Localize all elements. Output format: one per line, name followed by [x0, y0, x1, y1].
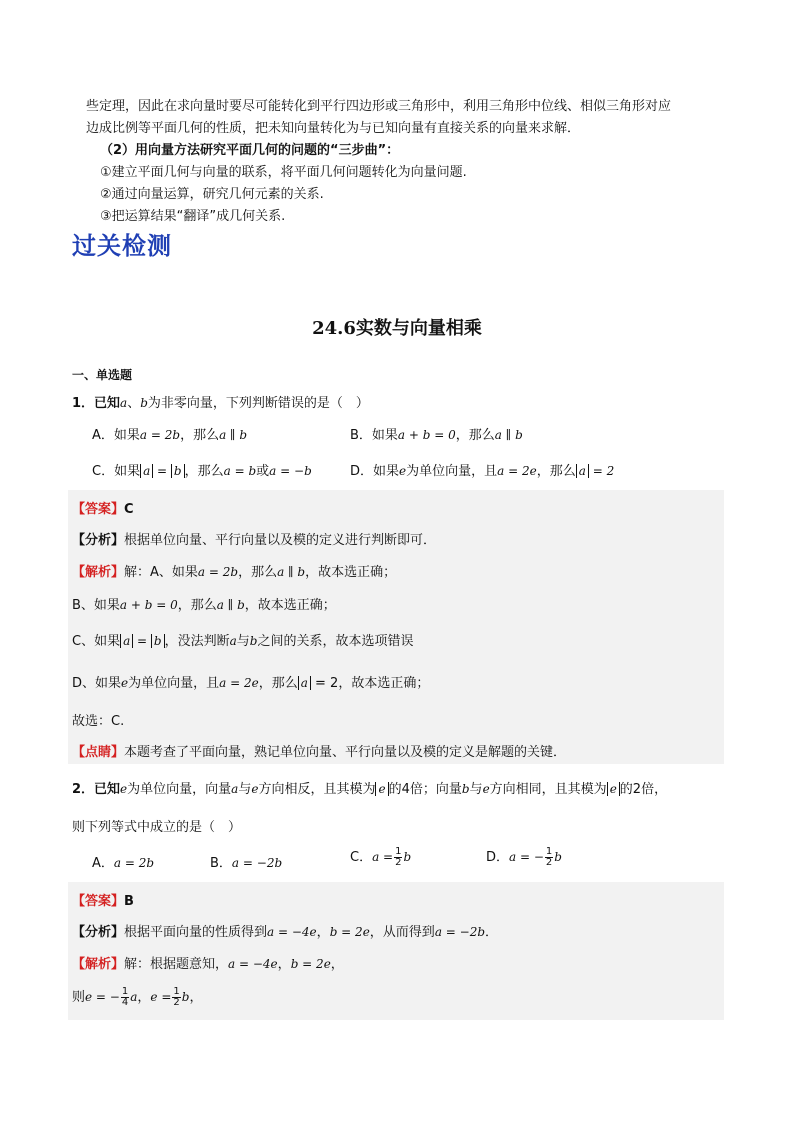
section-title: 过关检测	[72, 232, 172, 260]
answer-2-key: 【答案】B	[72, 894, 134, 909]
answer-2-analysis: 【分析】根据平面向量的性质得到a = −4e，b = 2e，从而得到a = −2b．	[72, 925, 499, 940]
intro-step: ②通过向量运算，研究几何元素的关系.	[100, 187, 324, 202]
answer-1-solution-d: D、如果e为单位向量，且a = 2e，那么 a = 2，故本选正确；	[72, 676, 430, 691]
fraction: $\frac{1}{2}$	[545, 846, 553, 868]
page-title: 24.6实数与向量相乘	[312, 318, 482, 339]
fraction: $\frac{1}{2}$	[173, 986, 180, 1008]
answer-1-solution-b: B、如果a + b = 0，那么a ∥ b，故本选正确；	[72, 598, 336, 613]
answer-1-analysis: 【分析】根据单位向量、平行向量以及模的定义进行判断即可．	[72, 533, 437, 548]
fraction: $\frac{1}{2}$	[395, 846, 402, 868]
intro-line: 边成比例等平面几何的性质，把未知向量转化为与已知向量有直接关系的向量来求解．	[86, 121, 581, 136]
question-2-option-b: B．a = −2b	[210, 856, 283, 871]
question-2-stem: 2．已知e为单位向量，向量a与e方向相反，且其模为 e 的4倍；向量b与e方向相同，且其模为 e 的2倍，	[72, 782, 668, 797]
answer-2-solution: 【解析】解：根据题意知，a = −4e，b = 2e，	[72, 957, 344, 972]
question-2-option-c: C．a = $\frac{1}{2}$ b	[350, 846, 412, 868]
intro-step: ③把运算结果“翻译”成几何关系.	[100, 209, 286, 224]
question-1-option-c: C．如果 a = b ，那么a = b或a = −b	[92, 464, 312, 479]
intro-heading: （2）用向量方法研究平面几何的问题的“三步曲”：	[100, 143, 400, 158]
answer-1-solution-a: 【解析】解：A、如果a = 2b，那么a ∥ b，故本选正确；	[72, 565, 397, 580]
answer-1-key: 【答案】C	[72, 502, 134, 517]
question-1-option-d: D．如果e为单位向量，且a = 2e，那么 a = 2	[350, 464, 615, 479]
answer-1-choice: 故选：C.	[72, 714, 125, 729]
question-1-option-b: B．如果a + b = 0，那么a ∥ b	[350, 428, 523, 443]
question-2-prompt: 则下列等式中成立的是（ ）	[72, 820, 242, 835]
answer-2-derivation: 则e = − $\frac{1}{4}$ a，e = $\frac{1}{2}$ b，	[72, 986, 203, 1008]
intro-text	[86, 96, 726, 228]
answer-1-solution-c: C、如果 a = b ，没法判断a与b之间的关系，故本选项错误	[72, 634, 414, 649]
intro-step: ①建立平面几何与向量的联系，将平面几何问题转化为向量问题.	[100, 165, 467, 180]
answer-1-comment: 【点睛】本题考查了平面向量，熟记单位向量、平行向量以及模的定义是解题的关键．	[72, 745, 567, 760]
question-category: 一、单选题	[72, 368, 133, 382]
question-1-option-a: A．如果a = 2b，那么a ∥ b	[92, 428, 248, 443]
question-2-option-a: A．a = 2b	[92, 856, 155, 871]
question-1-stem: 1．已知a、b为非零向量，下列判断错误的是（ ）	[72, 396, 369, 411]
intro-line: 些定理，因此在求向量时要尽可能转化到平行四边形或三角形中，利用三角形中位线、相似三角形对应	[86, 99, 672, 114]
fraction: $\frac{1}{4}$	[121, 986, 129, 1008]
question-2-option-d: D．a = − $\frac{1}{2}$ b	[486, 846, 562, 868]
